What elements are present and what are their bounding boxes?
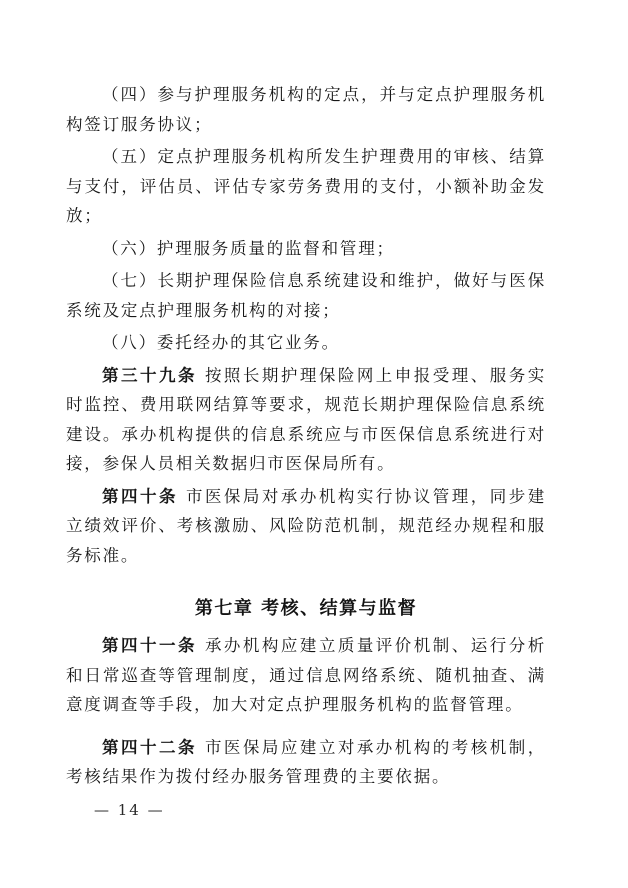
paragraph-text: 承办机构应建立质量评价机制、运行分析和日常巡查等管理制度，通过信息网络系统、随机抽查、满意度调查等手段，加大对定点护理服务机构的监督管理。 — [66, 636, 547, 714]
paragraph-text: （六）护理服务质量的监督和管理； — [102, 238, 395, 258]
article-41-lead: 第四十一条 — [102, 636, 197, 655]
paragraph-text: 市医保局应建立对承办机构的考核机制，考核结果作为拨付经办服务管理费的主要依据。 — [66, 737, 547, 786]
paragraph-article-41 — [66, 631, 546, 720]
article-42-lead: 第四十二条 — [102, 737, 197, 757]
article-39-lead: 第三十九条 — [102, 365, 197, 385]
paragraph-article-39 — [66, 361, 546, 479]
paragraph-text: （五）定点护理服务机构所发生护理费用的审核、结算与支付，评估员、评估专家劳务费用的支付，小额补助金发放； — [66, 147, 546, 225]
page-number: — 14 — — [94, 801, 165, 819]
paragraph-item-4 — [66, 80, 546, 139]
paragraph-text: 按照长期护理保险网上申报受理、服务实时监控、费用联网结算等要求，规范长期护理保险信息系统建设。承办机构提供的信息系统应与市医保信息系统进行对接，参保人员相关数据归市医保局所有。 — [66, 365, 547, 473]
paragraph-item-6 — [66, 234, 546, 264]
paragraph-text: （四）参与护理服务机构的定点，并与定点护理服务机构签订服务协议； — [66, 85, 546, 134]
paragraph-item-8 — [66, 328, 546, 358]
chapter-heading: 第七章 考核、结算与监督 — [194, 598, 418, 619]
paragraph-text: （八）委托经办的其它业务。 — [102, 333, 340, 352]
document-content — [66, 80, 546, 792]
paragraph-text: 市医保局对承办机构实行协议管理，同步建立绩效评价、考核激励、风险防范机制，规范经办规程和服务标准。 — [66, 486, 547, 565]
paragraph-item-7 — [66, 266, 546, 325]
paragraph-item-5 — [66, 142, 546, 231]
paragraph-text: （七）长期护理保险信息系统建设和维护，做好与医保系统及定点护理服务机构的对接； — [66, 271, 546, 320]
article-40-lead: 第四十条 — [102, 486, 178, 506]
paragraph-article-40 — [66, 482, 546, 571]
paragraph-article-42 — [66, 733, 546, 792]
